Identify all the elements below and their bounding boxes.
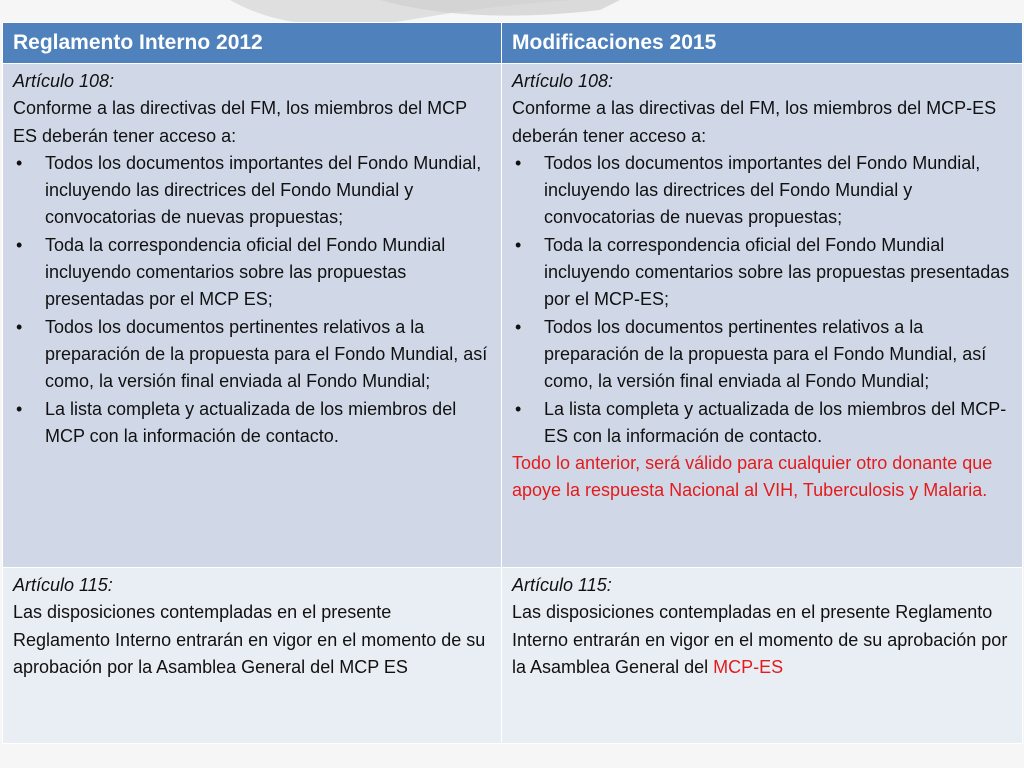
bullet-list <box>13 150 491 450</box>
donor-note: Todo lo anterior, será válido para cualquier otro donante que apoye la respuesta Nacional al VIH, Tuberculosis y Malaria. <box>512 453 993 501</box>
cell-art115-2012 <box>3 568 502 744</box>
table-row <box>3 64 1023 568</box>
article-text: Las disposiciones contempladas en el presente Reglamento Interno entrarán en vigor en el momento de su aprobación por la Asamblea General del <box>512 602 1008 677</box>
article-text: Las disposiciones contempladas en el presente Reglamento Interno entrarán en vigor en el momento de su aprobación por la Asamblea General del MCP ES <box>13 602 486 677</box>
header-modificaciones-2015: Modificaciones 2015 <box>502 23 1023 64</box>
cell-art115-2015 <box>502 568 1023 744</box>
table-row <box>3 568 1023 744</box>
list-item: • Todos los documentos pertinentes relativos a la preparación de la propuesta para el Fondo Mundial, así como, la versión final enviada al Fondo Mundial; <box>512 314 1012 396</box>
article-heading: Artículo 115: <box>13 575 113 595</box>
list-item: • Todos los documentos importantes del Fondo Mundial, incluyendo las directrices del Fondo Mundial y convocatorias de nuevas propuestas; <box>13 150 491 232</box>
cell-art108-2012 <box>3 64 502 568</box>
article-intro: Conforme a las directivas del FM, los miembros del MCP ES deberán tener acceso a: <box>13 98 467 146</box>
bullet-list <box>512 150 1012 450</box>
article-heading: Artículo 108: <box>512 71 614 91</box>
list-item: • Toda la correspondencia oficial del Fondo Mundial incluyendo comentarios sobre las propuestas presentadas por el MCP-ES; <box>512 232 1012 314</box>
article-heading: Artículo 115: <box>512 575 612 595</box>
header-reglamento-2012: Reglamento Interno 2012 <box>3 23 502 64</box>
list-item: • La lista completa y actualizada de los miembros del MCP-ES con la información de contacto. <box>512 396 1012 451</box>
comparison-table <box>2 22 1023 744</box>
list-item: • La lista completa y actualizada de los miembros del MCP con la información de contacto. <box>13 396 491 451</box>
list-item: • Todos los documentos pertinentes relativos a la preparación de la propuesta para el Fondo Mundial, así como, la versión final enviada al Fondo Mundial; <box>13 314 491 396</box>
list-item: • Toda la correspondencia oficial del Fondo Mundial incluyendo comentarios sobre las propuestas presentadas por el MCP ES; <box>13 232 491 314</box>
header-row <box>3 23 1023 64</box>
article-intro: Conforme a las directivas del FM, los miembros del MCP-ES deberán tener acceso a: <box>512 98 997 146</box>
cell-art108-2015 <box>502 64 1023 568</box>
article-heading: Artículo 108: <box>13 71 115 91</box>
article-text-wrapper <box>512 599 1012 681</box>
mcp-es-highlight: MCP-ES <box>713 656 784 677</box>
list-item: • Todos los documentos importantes del Fondo Mundial, incluyendo las directrices del Fondo Mundial y convocatorias de nuevas propuestas; <box>512 150 1012 232</box>
